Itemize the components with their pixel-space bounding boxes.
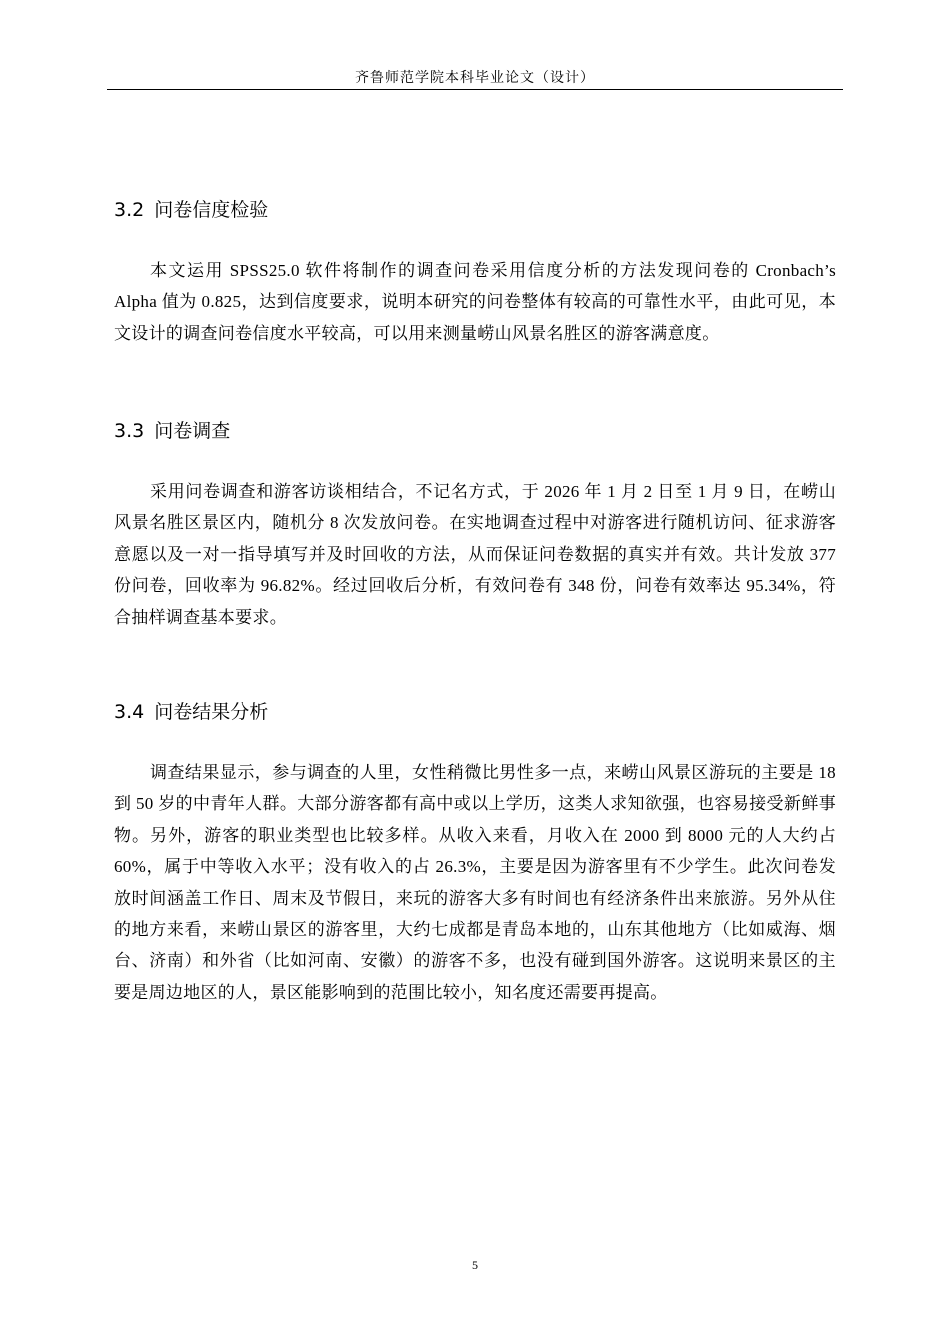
running-header: 齐鲁师范学院本科毕业论文（设计） [355, 70, 595, 86]
section-paragraph: 本文运用 SPSS25.0 软件将制作的调查问卷采用信度分析的方法发现问卷的 Cronbach’s Alpha 值为 0.825，达到信度要求，说明本研究的问卷整体有较高的可靠性水平，由此可见，本文设计的调查问卷信度水平较高，可以用来测量崂山风景名胜区的游客满意度。 [114, 261, 836, 343]
section-title: 问卷结果分析 [154, 701, 269, 723]
section-3-3 [114, 417, 836, 633]
header-rule [107, 89, 843, 90]
section-3-4 [114, 698, 836, 1008]
section-paragraph: 采用问卷调查和游客访谈相结合，不记名方式，于 2026 年 1 月 2 日至 1 月 9 日，在崂山风景名胜区景区内，随机分 8 次发放问卷。在实地调查过程中对游客进行随机访问、征求游客意愿以及一对一指导填写并及时回收的方法，从而保证问卷数据的真实并有效。共计发放 377 份问卷，回收率为 96.82%。经过回收后分析，有效问卷有 348 份，问卷有效率达 95.34%，符合抽样调查基本要求。 [114, 482, 836, 627]
section-number: 3.2 [114, 199, 145, 221]
section-3-2 [114, 196, 836, 349]
section-number: 3.3 [114, 420, 145, 442]
section-number: 3.4 [114, 701, 145, 723]
section-paragraph: 调查结果显示，参与调查的人里，女性稍微比男性多一点，来崂山风景区游玩的主要是 18 到 50 岁的中青年人群。大部分游客都有高中或以上学历，这类人求知欲强，也容易接受新鲜事物。另外，游客的职业类型也比较多样。从收入来看，月收入在 2000 到 8000 元的人大约占 60%，属于中等收入水平；没有收入的占 26.3%，主要是因为游客里有不少学生。此次问卷发放时间涵盖工作日、周末及节假日，来玩的游客大多有时间也有经济条件出来旅游。另外从住的地方来看，来崂山景区的游客里，大约七成都是青岛本地的，山东其他地方（比如威海、烟台、济南）和外省（比如河南、安徽）的游客不多，也没有碰到国外游客。这说明来景区的主要是周边地区的人，景区能影响到的范围比较小，知名度还需要再提高。 [114, 763, 836, 1002]
section-title: 问卷调查 [154, 420, 231, 442]
page-number: 5 [472, 1258, 478, 1272]
section-title: 问卷信度检验 [154, 199, 269, 221]
section-heading [114, 698, 836, 726]
section-heading [114, 196, 836, 224]
section-heading [114, 417, 836, 445]
